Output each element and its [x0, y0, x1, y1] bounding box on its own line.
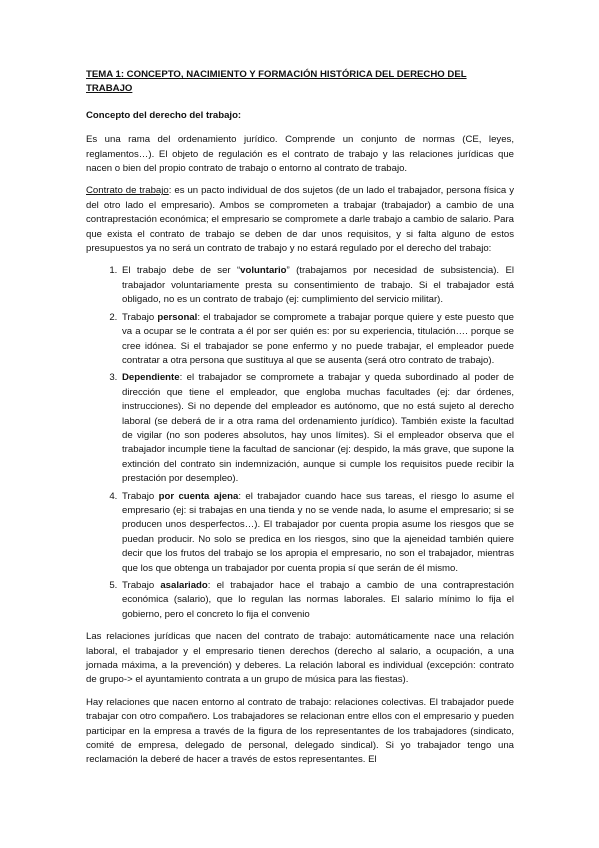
paragraph-contract	[86, 184, 514, 256]
section-heading: Concepto del derecho del trabajo:	[86, 109, 242, 121]
list-item-keyword: Dependiente	[122, 372, 180, 384]
list-item-text: ” (trabajamos por necesidad de subsistencia). El trabajador voluntariamente presta su consentimiento de trabajo. Si el trabajador está obligado, no es un contrato de trabajo (ej: cumplimiento del servicio militar).	[122, 265, 514, 306]
document-title: TEMA 1: CONCEPTO, NACIMIENTO Y FORMACIÓN HISTÓRICA DEL DERECHO DEL TRABAJO	[86, 69, 467, 95]
list-item-text: : el trabajador cuando hace sus tareas, el riesgo lo asume el empresario (ej: si trabajas en una tienda y no se vende nada, lo asume el empresario; si se producen unos desperfectos…). El trabajador por cuenta propia asume los riesgos que se puedan producir. No solo se predica en los riesgos, sino que la ajeneidad también quiere decir que los frutos del trabajo se los apropia el empresario, no son el trabajador, mientras que los que obtenga un trabajador por cuenta propia sí que serán de él mismo.	[122, 490, 514, 574]
list-item	[120, 371, 514, 486]
list-item-keyword: voluntario	[240, 265, 287, 277]
list-item	[120, 311, 514, 369]
requirements-list	[86, 264, 514, 622]
list-item	[120, 579, 514, 622]
list-item-prefix: Trabajo	[122, 490, 159, 502]
list-item-keyword: asalariado	[160, 580, 208, 591]
paragraph-collective: Hay relaciones que nacen entorno al contrato de trabajo: relaciones colectivas. El trabajador puede trabajar con otro compañero. Los trabajadores se relacionan entre ellos con el empresario y pueden participar en la empresa a través de la figura de los representantes de los trabajadores (sindicato, comité de empresa, delegado de personal, delegado sindical). Si yo trabajador tengo una reclamación la deberé de hacer a través de estos representantes. El	[86, 696, 514, 766]
list-item-prefix: El trabajo debe de ser “	[122, 265, 241, 277]
paragraph-relations: Las relaciones jurídicas que nacen del contrato de trabajo: automáticamente nace una relación laboral, el trabajador y el empresario tienen derechos (derecho al salario, a ocupación, a una jornada máxima, a la prevención) y deberes. La relación laboral es individual (excepción: contrato de grupo-> el ayuntamiento contrata a un grupo de música para las fiestas).	[86, 631, 514, 686]
list-item-prefix: Trabajo	[122, 580, 161, 591]
list-item	[120, 490, 514, 576]
list-item	[120, 264, 514, 307]
list-item-keyword: personal	[157, 311, 198, 323]
list-item-prefix: Trabajo	[122, 311, 158, 323]
list-item-text: : el trabajador se compromete a trabajar porque quiere y este puesto que va a ocupar se le contrata a él por ser quién es: por su experiencia, titulación…. porque se cree idónea. Si el trabajador se pone enfermo y no puede trabajar, el empleador puede contratar a otra persona que sustituya al que se ausenta (será otro contrato de trabajo).	[122, 311, 514, 366]
list-item-text: : el trabajador hace el trabajo a cambio de una contraprestación económica (salario), que lo regulan las normas laborales. El salario mínimo lo fija el gobierno, pero el concreto lo fija el convenio	[122, 580, 514, 620]
list-item-keyword: por cuenta ajena	[158, 490, 239, 502]
term-contrato-de-trabajo: Contrato de trabajo	[86, 185, 169, 197]
list-item-text: : el trabajador se compromete a trabajar y queda subordinado al poder de dirección que tiene el empleador, que engloba muchas facultades (ej: dar órdenes, instrucciones). Si no depende del empleador es autónomo, que no está sujeto al derecho laboral (se deberá de ir a otra rama del ordenamiento jurídico). También existe la facultad de vigilar (no son poderes absolutos, hay unos límites). Si el empleador observa que el trabajador incumple tiene la facultad de sancionar (ej: despido, la más grave, que supone la extinción del contrato sin indemnización, aunque si cumple los requisitos puede recibir la prestación por desempleo).	[122, 372, 514, 485]
paragraph-contract-text: : es un pacto individual de dos sujetos (de un lado el trabajador, persona física y del otro lado el empresario). Ambos se comprometen a trabajar (trabajador) a cambio de una contraprestación económica; el empresario se compromete a darle trabajo a cambio de salario. Para que exista el contrato de trabajo se deben de dar unos requisitos, y si falta alguno de estos presupuestos ya no será un contrato de trabajo y no estará regulado por el derecho del trabajo:	[86, 185, 514, 255]
page-content	[86, 68, 514, 776]
paragraph-definition: Es una rama del ordenamiento jurídico. Comprende un conjunto de normas (CE, leyes, reglamentos…). El objeto de regulación es el contrato de trabajo y las relaciones jurídicas que nacen o bien del propio contrato de trabajo o entorno al contrato de trabajo.	[86, 134, 514, 175]
